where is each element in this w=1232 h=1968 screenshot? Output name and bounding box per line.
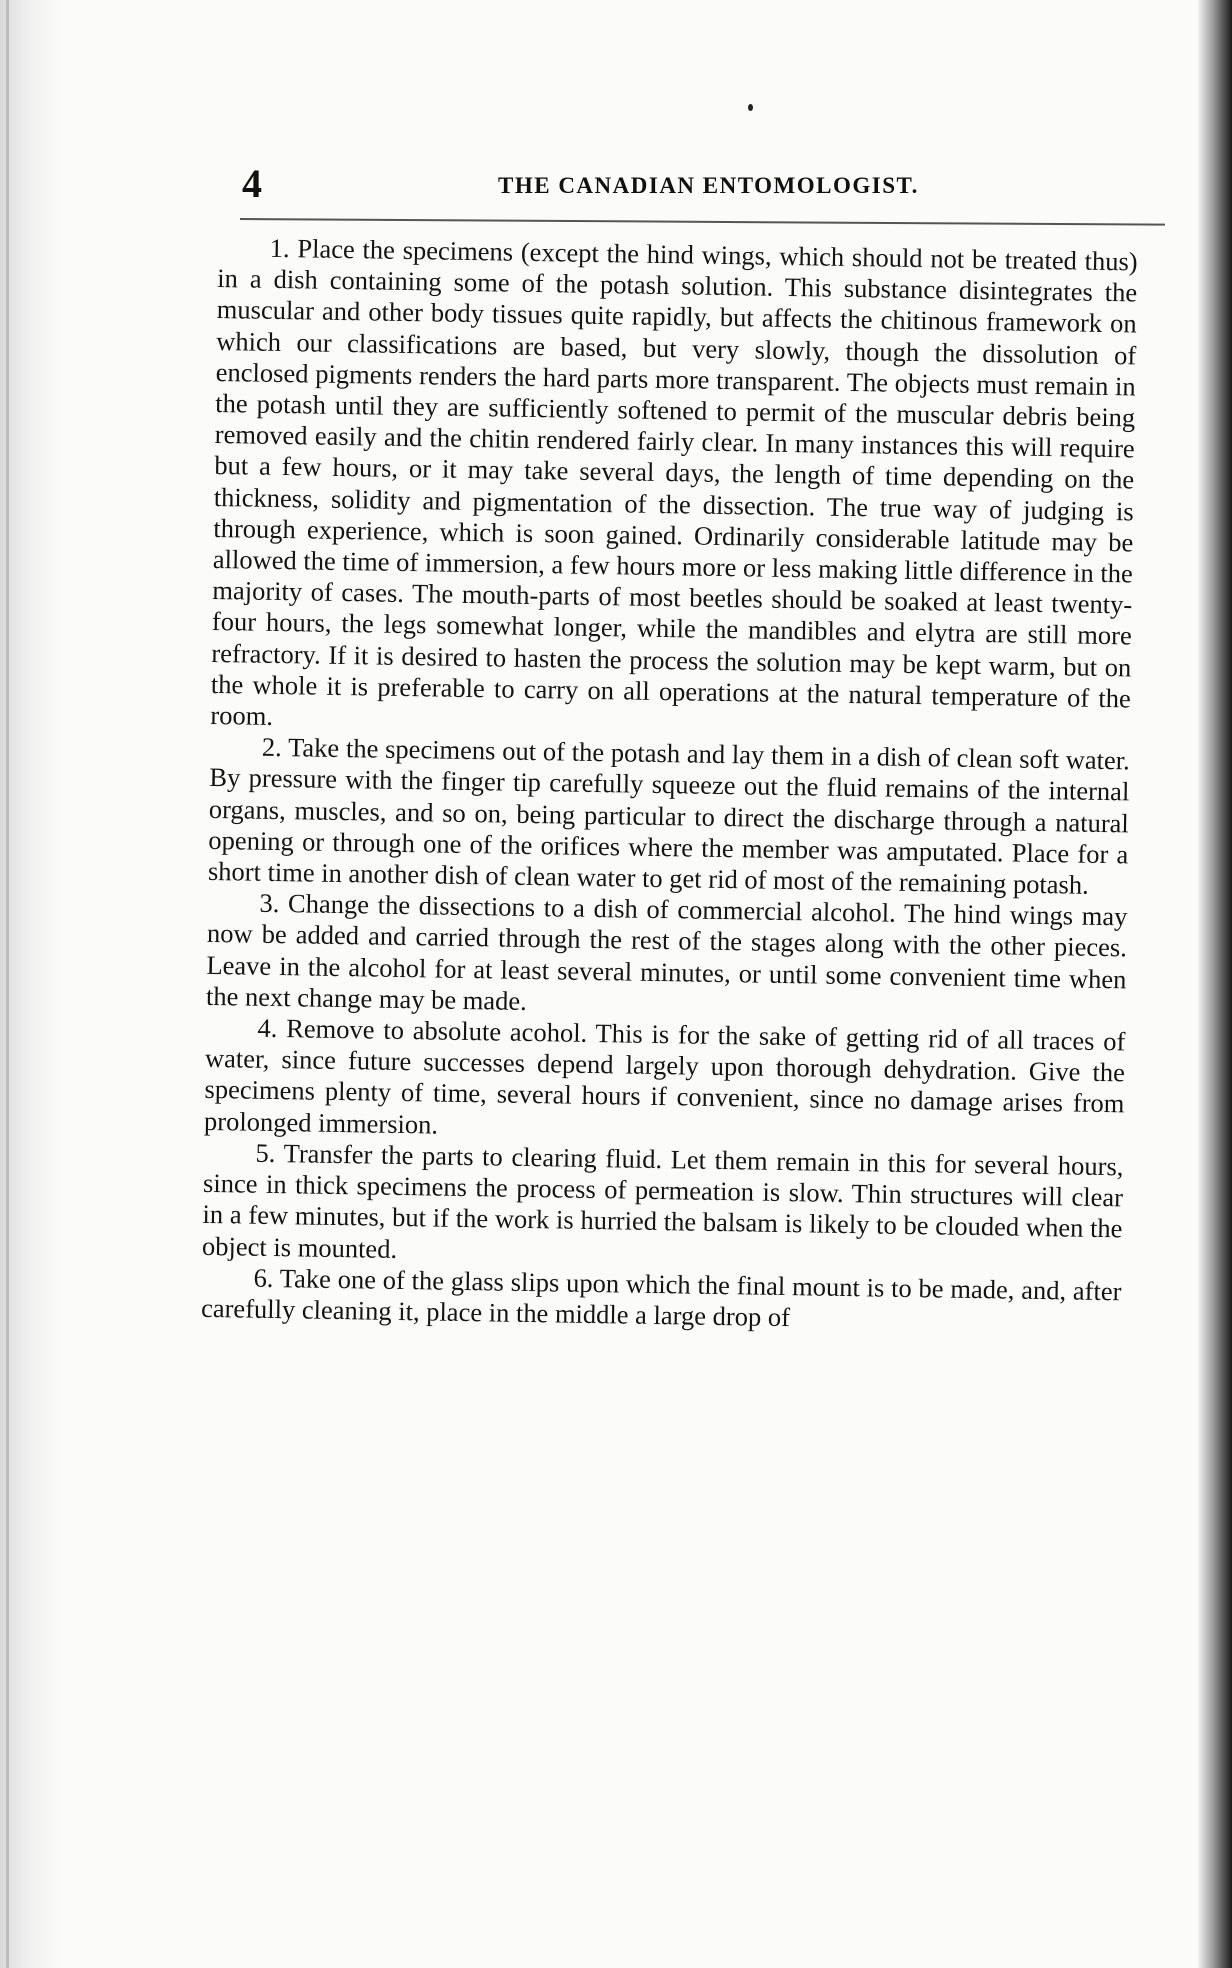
paragraph-step-1: 1. Place the specimens (except the hind wings, which should not be treated thus) in a dish containing some of the potash solution. This substance disintegrates the muscular and other body tissues quite rapidly, but affects the chitinous framework on which our classifications are based, but very slowly, though the dissolution of enclosed pigments renders the hard parts more transparent. The objects must remain in the potash until they are sufficiently softened to permit of the muscular debris being removed easily and the chitin rendered fairly clear. In many instances this will require but a few hours, or it may take several days, the length of time depending on the thickness, solidity and pigmentation of the dissection. The true way of judging is through experience, which is soon gained. Ordinarily considerable latitude may be allowed the time of immersion, a few hours more or less making little difference in the majority of cases. The mouth-parts of most beetles should be soaked at least twenty-four hours, the legs somewhat longer, while the mandibles and elytra are still more refractory. If it is desired to hasten the process the solution may be kept warm, but on the whole it is preferable to carry on all operations at the natural temperature of the room. bbox=[210, 232, 1138, 731]
paragraph-step-3: 3. Change the dissections to a dish of commercial alcohol. The hind wings may now be added and carried through the rest of the stages along with the other pieces. Leave in the alcohol for at least several minutes, or until some convenient time when the next change may be made. bbox=[205, 888, 1128, 1016]
scan-speck bbox=[748, 104, 753, 111]
body-text bbox=[201, 232, 1138, 1338]
header-rule bbox=[240, 218, 1165, 226]
paragraph-step-4: 4. Remove to absolute acohol. This is for the sake of getting rid of all traces of water, since future successes depend largely upon thorough dehydration. Give the specimens plenty of time, several hours if convenient, since no damage arises from prolonged immersion. bbox=[203, 1012, 1126, 1140]
page-edge-shadow bbox=[1198, 0, 1232, 1968]
paragraph-step-6: 6. Take one of the glass slips upon which the final mount is to be made, and, after carefully cleaning it, place in the middle a large drop of bbox=[200, 1262, 1122, 1333]
paragraph-step-2: 2. Take the specimens out of the potash and lay them in a dish of clean soft water. By pressure with the finger tip carefully squeeze out the fluid remains of the internal organs, muscles, and so on, being particular to direct the discharge through a natural opening or through one of the orifices where the member was amputated. Place for a short time in another dish of clean water to get rid of most of the remaining potash. bbox=[207, 732, 1131, 900]
paragraph-step-5: 5. Transfer the parts to clearing fluid. Let them remain in this for several hours, since in thick specimens the process of permeation is slow. Thin structures will clear in a few minutes, but if the work is hurried the balsam is likely to be clouded when the object is mounted. bbox=[201, 1137, 1124, 1264]
page-header bbox=[238, 160, 1178, 208]
page-number: 4 bbox=[242, 161, 262, 206]
running-head: THE CANADIAN ENTOMOLOGIST. bbox=[498, 173, 919, 198]
page-binding-shadow bbox=[0, 0, 60, 1968]
